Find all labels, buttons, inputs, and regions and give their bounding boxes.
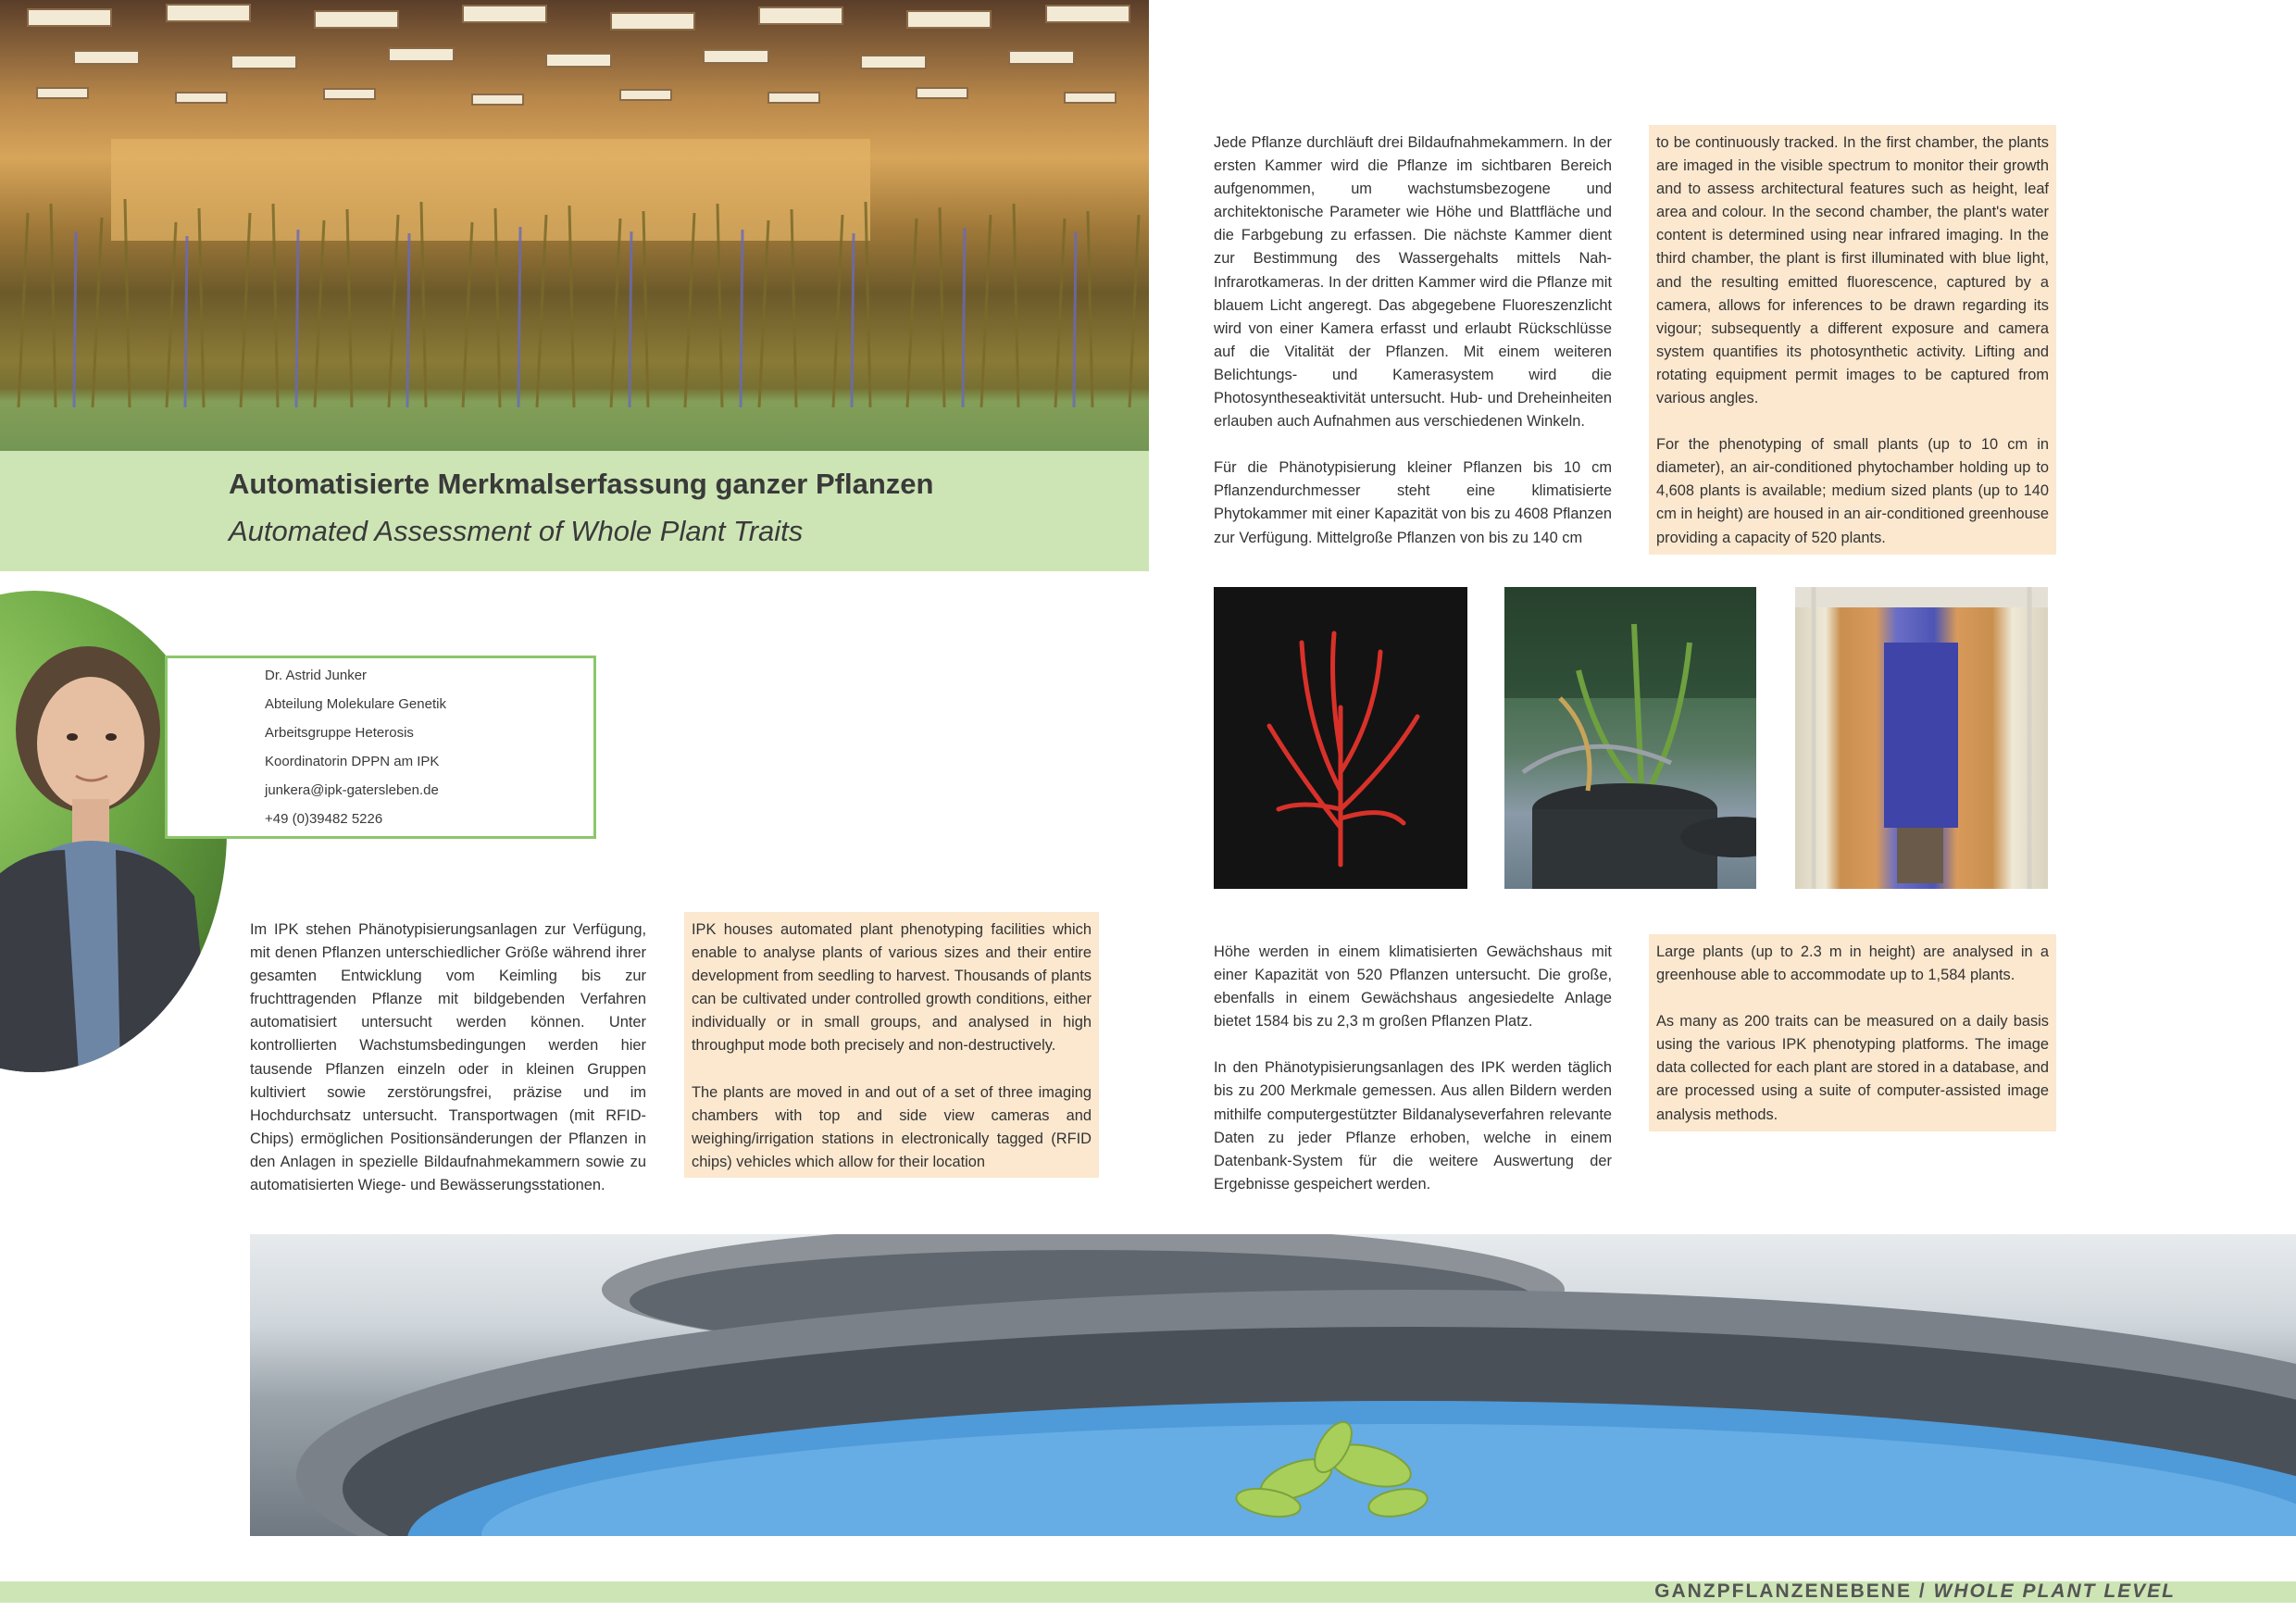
contact-department: Abteilung Molekulare Genetik — [265, 696, 446, 712]
paragraph: Höhe werden in einem klimatisierten Gewächshaus mit einer Kapazität von 520 Pflanzen untersucht. Die große, ebenfalls in einem Gewächshaus angesiedelte Anlage bietet 1584 bis zu 2,3 m großen Pflanzen Platz. — [1214, 943, 1612, 1031]
chamber-illustration — [1795, 587, 2048, 889]
chambers-text-german — [1214, 131, 1612, 550]
footer-separator: / — [1911, 1580, 1934, 1602]
paragraph: For the phenotyping of small plants (up to 10 cm in diameter), an air-conditioned phytochamber holding up to 4,608 plants is available; medium sized plants (up to 140 cm in height) are housed in an air-conditioned greenhouse providing a capacity of 520 plants. — [1656, 436, 2049, 546]
paragraph: to be continuously tracked. In the first chamber, the plants are imaged in the visible spectrum to monitor their growth and to assess architectural features such as height, leaf area and colour. In the second chamber, the plant's water content is determined using near infrared imaging. In the third chamber, the plant is first illuminated with blue light, and the resulting emitted fluorescence, captured by a camera, allows for inferences to be drawn regarding its vigour; subsequently a different exposure and camera system quantifies its photosynthetic activity. Lifting and rotating equipment permit images to be captured from various angles. — [1656, 134, 2049, 407]
greenhouse-illustration — [0, 0, 1149, 451]
contact-name: Dr. Astrid Junker — [265, 668, 368, 683]
paragraph: IPK houses automated plant phenotyping facilities which enable to analyse plants of various sizes and their entire development from seedling to harvest. Thousands of plants can be cultivated under controlled growth conditions, either individually or in small groups, and analysed in high throughput mode both precisely and non-destructively. — [692, 921, 1092, 1055]
paragraph: In den Phänotypisierungsanlagen des IPK werden täglich bis zu 200 Merkmale gemessen. Aus allen Bildern werden mithilfe computergestützter Bildanalyseverfahren relevante Daten zu jeder Pflanze erhoben, welche in einem Datenbank-System für die weitere Auswertung der Ergebnisse gespeichert werden. — [1214, 1059, 1612, 1193]
intro-text-english — [684, 912, 1099, 1178]
pots-illustration — [1504, 587, 1756, 889]
section-footer — [1654, 1580, 2176, 1603]
capacity-text-english — [1649, 934, 2056, 1131]
seedling-pot-photo — [250, 1234, 2296, 1536]
fluorescence-plant-photo — [1214, 587, 1467, 889]
paragraph: The plants are moved in and out of a set of three imaging chambers with top and side view cameras and weighing/irrigation stations in electronically tagged (RFID chips) vehicles which allow for their location — [692, 1083, 1092, 1170]
red-plant-illustration — [1214, 587, 1467, 889]
plant-pots-photo — [1504, 587, 1756, 889]
paragraph: As many as 200 traits can be measured on a daily basis using the various IPK phenotyping platforms. The image data collected for each plant are stored in a database, and are processed using a suite of computer-assisted image analysis methods. — [1656, 1013, 2049, 1123]
chambers-text-english — [1649, 125, 2056, 555]
contact-email[interactable]: junkera@ipk-gatersleben.de — [265, 782, 439, 798]
greenhouse-photo — [0, 0, 1149, 451]
seedling-illustration — [250, 1234, 2296, 1536]
paragraph: Large plants (up to 2.3 m in height) are analysed in a greenhouse able to accommodate up to 1,584 plants. — [1656, 943, 2049, 984]
page-title-english: Automated Assessment of Whole Plant Traits — [229, 515, 804, 547]
footer-german: GANZPFLANZENEBENE — [1654, 1580, 1912, 1602]
page-title-german: Automatisierte Merkmalserfassung ganzer Pflanzen — [229, 468, 934, 500]
footer-english: WHOLE PLANT LEVEL — [1933, 1580, 2176, 1602]
contact-role: Koordinatorin DPPN am IPK — [265, 754, 440, 769]
paragraph: Im IPK stehen Phänotypisierungsanlagen zur Verfügung, mit denen Pflanzen unterschiedlicher Größe während ihrer gesamten Entwicklung vom Keimling bis zur fruchttragenden Pflanze mit bildgebenden Verfahren automatisiert untersucht werden können. Unter kontrollierten Wachstumsbedingungen werden hier tausende Pflanzen einzeln oder in kleinen Gruppen kultiviert sowie zerstörungsfrei, präzise und im Hochdurchsatz untersucht. Transportwagen (mit RFID-Chips) ermöglichen Positionsänderungen der Pflanzen in den Anlagen in spezielle Bildaufnahmekammern sowie zu automatisierten Wiege- und Bewässerungsstationen. — [250, 921, 646, 1194]
intro-text-german — [250, 918, 646, 1220]
paragraph: Jede Pflanze durchläuft drei Bildaufnahmekammern. In der ersten Kammer wird die Pflanze im sichtbaren Bereich aufgenommen, um wachstumsbezogene und architektonische Parameter wie Höhe und Blattfläche und die Farbgebung zu erfassen. Die nächste Kammer dient zur Bestimmung des Wassergehalts mittels Nah-Infrarotkameras. In der dritten Kammer wird die Pflanze mit blauem Licht angeregt. Das abgegebene Fluoreszenzlicht wird von einer Kamera erfasst und erlaubt Rückschlüsse auf die Vitalität der Pflanzen. Mit einem weiteren Belichtungs- und Kamerasystem wird die Photosyntheseaktivität untersucht. Hub- und Dreheinheiten erlauben auch Aufnahmen aus verschiedenen Winkeln. — [1214, 134, 1612, 431]
contact-group: Arbeitsgruppe Heterosis — [265, 725, 414, 741]
paragraph: Für die Phänotypisierung kleiner Pflanzen bis 10 cm Pflanzendurchmesser steht eine klimatisierte Phytokammer mit einer Kapazität von bis zu 4608 Pflanzen zur Verfügung. Mittelgroße Pflanzen von bis zu 140 cm — [1214, 459, 1612, 546]
imaging-chamber-photo — [1795, 587, 2048, 889]
contact-phone: +49 (0)39482 5226 — [265, 811, 383, 827]
capacity-text-german — [1214, 941, 1612, 1196]
